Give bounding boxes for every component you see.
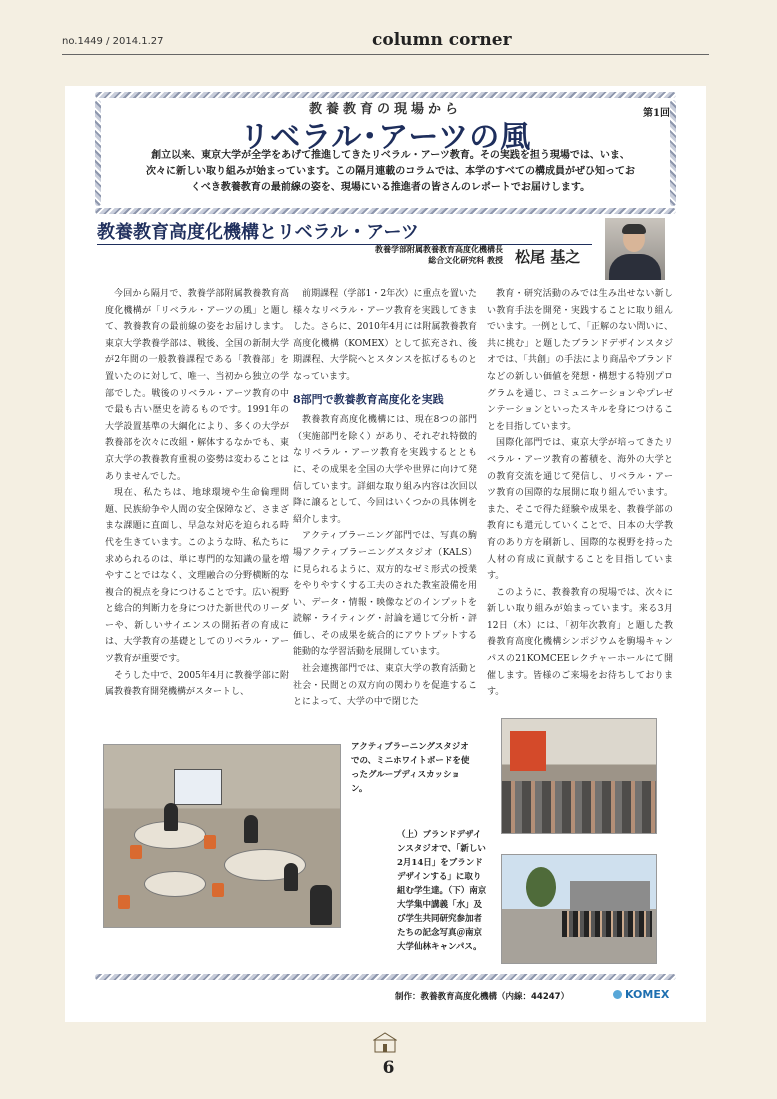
header-rule — [62, 54, 709, 55]
classroom-photo — [103, 744, 341, 928]
rope-border-mid — [95, 208, 676, 214]
komex-mark-icon — [613, 990, 622, 999]
series-title: リベラル･アーツの風 — [239, 120, 532, 155]
corner-title: column corner — [372, 30, 512, 50]
komex-logo-text: KOMEX — [625, 988, 670, 1001]
paragraph: 前期課程（学部1・2年次）に重点を置いた様々なリベラル・アーツ教育を実践してきました。さらに、2010年4月には附属教養教育高度化機構（KOMEX）として拡充され、後期課程、大学院へとスタンスを拡げるものとなっています。 — [293, 289, 477, 382]
paragraph: 国際化部門では、東京大学が培ってきたリベラル・アーツ教育の蓄積を、海外の大学との教育交流を通じて発信し、リベラル・アーツ教育の国際的な展開に取り組んでいます。また、そこで得た経験や成果を、教養学部の教育にも還元していくことで、日本の大学教育のあり方を刷新し、国際的な視野を持った人材の育成に貢献することを目指しています。 — [487, 438, 673, 582]
title-rule — [97, 244, 592, 245]
text-column-3 — [487, 286, 673, 701]
episode-number: 第1回 — [643, 108, 670, 119]
paragraph: 現在、私たちは、地球環境や生命倫理問題、民族紛争や人間の安全保障など、さまざまな課題に直面し、早急な対応を迫られる時代を生きています。このような時、私たちに求められるのは、単に専門的な知識の量を増やすことではなく、文理融合の分野横断的な複合的視点を身につけることです。広い視野と総合的判断力を身につけた新世代のリーダーや、新しいサイエンスの開拓者の育成には、大学教育の基礎としてのリベラル・アーツ教育が重要です。 — [105, 488, 289, 665]
photo-caption-1: アクティブラーニングスタジオでの、ミニホワイトボードを使ったグループディスカッション。 — [351, 742, 470, 794]
rope-border-bottom — [95, 974, 676, 980]
paragraph: アクティブラーニング部門では、写真の駒場アクティブラーニングスタジオ（KALS）に見られるように、双方的なゼミ形式の授業をやりやすくする工夫のされた教室設備を用い、データ・情報・映像などのインプットを読解・ライティング・討論を通じて分析・評価し、その成果を統合的にアウトプットする能動的な学習活動を展開しています。 — [293, 531, 477, 658]
nanjing-group-photo — [501, 854, 657, 964]
komex-logo — [613, 988, 669, 1001]
paragraph: 教養教育高度化機構には、現在8つの部門（実施部門を除く）があり、それぞれ特徴的なリベラル・アーツ教育を実践するとともに、その成果を全国の大学や世界に向けて発信しています。詳細な取り組み内容は次回以降に譲るとして、今回はいくつかの具体例を紹介します。 — [293, 415, 477, 525]
series-intro: 創立以来、東京大学が全学をあげて推進してきたリベラル・アーツ教育。その実践を担う現場では、いま、次々に新しい取り組みが始まっています。この隔月連載のコラムでは、本学のすべての構成員がぜひ知っておくべき教養教育の最前線の姿を、現場にいる推進者の皆さんのレポートでお届けします。 — [146, 150, 635, 193]
author-photo — [605, 218, 665, 280]
page-header — [62, 30, 709, 54]
paragraph: このように、教養教育の現場では、次々に新しい取り組みが始まっています。来る3月12日（木）には、「初年次教育」と題した教養教育高度化機構シンポジウムを駒場キャンパスの21KOMCEEレクチャーホールにて開催します。皆様のご来場をお待ちしております。 — [487, 587, 673, 698]
text-column-2 — [293, 286, 477, 711]
brand-design-photo — [501, 718, 657, 834]
article-panel — [65, 86, 706, 1022]
section-subhead: 8部門で教養教育高度化を実践 — [293, 392, 444, 406]
production-credit: 制作：教養教育高度化機構（内線：44247） — [395, 992, 570, 1002]
article-title: 教養教育高度化機構とリベラル・アーツ — [97, 222, 419, 243]
author-affiliation-line2: 総合文化研究科 教授 — [428, 255, 503, 265]
issue-number: no.1449 / 2014.1.27 — [62, 36, 164, 47]
author-name: 松尾 基之 — [515, 248, 581, 266]
page-number: 6 — [382, 1058, 395, 1078]
series-kicker: 教養教育の現場から — [308, 102, 462, 117]
paragraph: 社会連携部門では、東京大学の教育活動と社会・民間との双方向の関わりを促進することによって、大学の中で閉じた — [293, 664, 477, 708]
author-affiliation-line1: 教養学部附属教養教育高度化機構長 — [375, 244, 503, 254]
author-affiliation — [373, 244, 503, 266]
paragraph: 今回から隔月で、教養学部附属教養教育高度化機構が「リベラル・アーツの風」と題して、教養教育の最前線の姿をお届けします。東京大学教養学部は、戦後、全国の新制大学が2年間の一般教養課程である「教養部」を置いたのに対して、唯一、当初から独立の学部でした。戦後のリベラル・アーツ教育の中で最も古い歴史を誇るものです。1991年の大学設置基準の大綱化により、多くの大学が教養部を次々に改組・解体するなかでも、東京大学の教養教育重視の姿勢は変わることはありませんでした。 — [105, 289, 289, 482]
university-emblem-icon — [373, 1032, 397, 1054]
paragraph: そうした中で、2005年4月に教養学部に附属教養教育開発機構がスタートし、 — [105, 670, 289, 698]
paragraph: 教育・研究活動のみでは生み出せない新しい教育手法を開発・実践することに取り組んでいます。一例として、「正解のない問いに、共に挑む」と題したブランドデザインスタジオでは、「共創」の手法により商品やブランドなどの新しい価値を発想・構想する特別プログラムを通じ、コミュニケーションやプレゼンテーションといったスキルを身につけることを目指しています。 — [487, 289, 673, 432]
text-column-1 — [105, 286, 289, 701]
photo-caption-2: （上）ブランドデザインスタジオで、「新しい2月14日」をブランドデザインする」に取り組む学生達。（下）南京大学集中講義「水」及び学生共同研究参加者たちの記念写真＠南京大学仙林キャンパス。 — [397, 830, 487, 952]
